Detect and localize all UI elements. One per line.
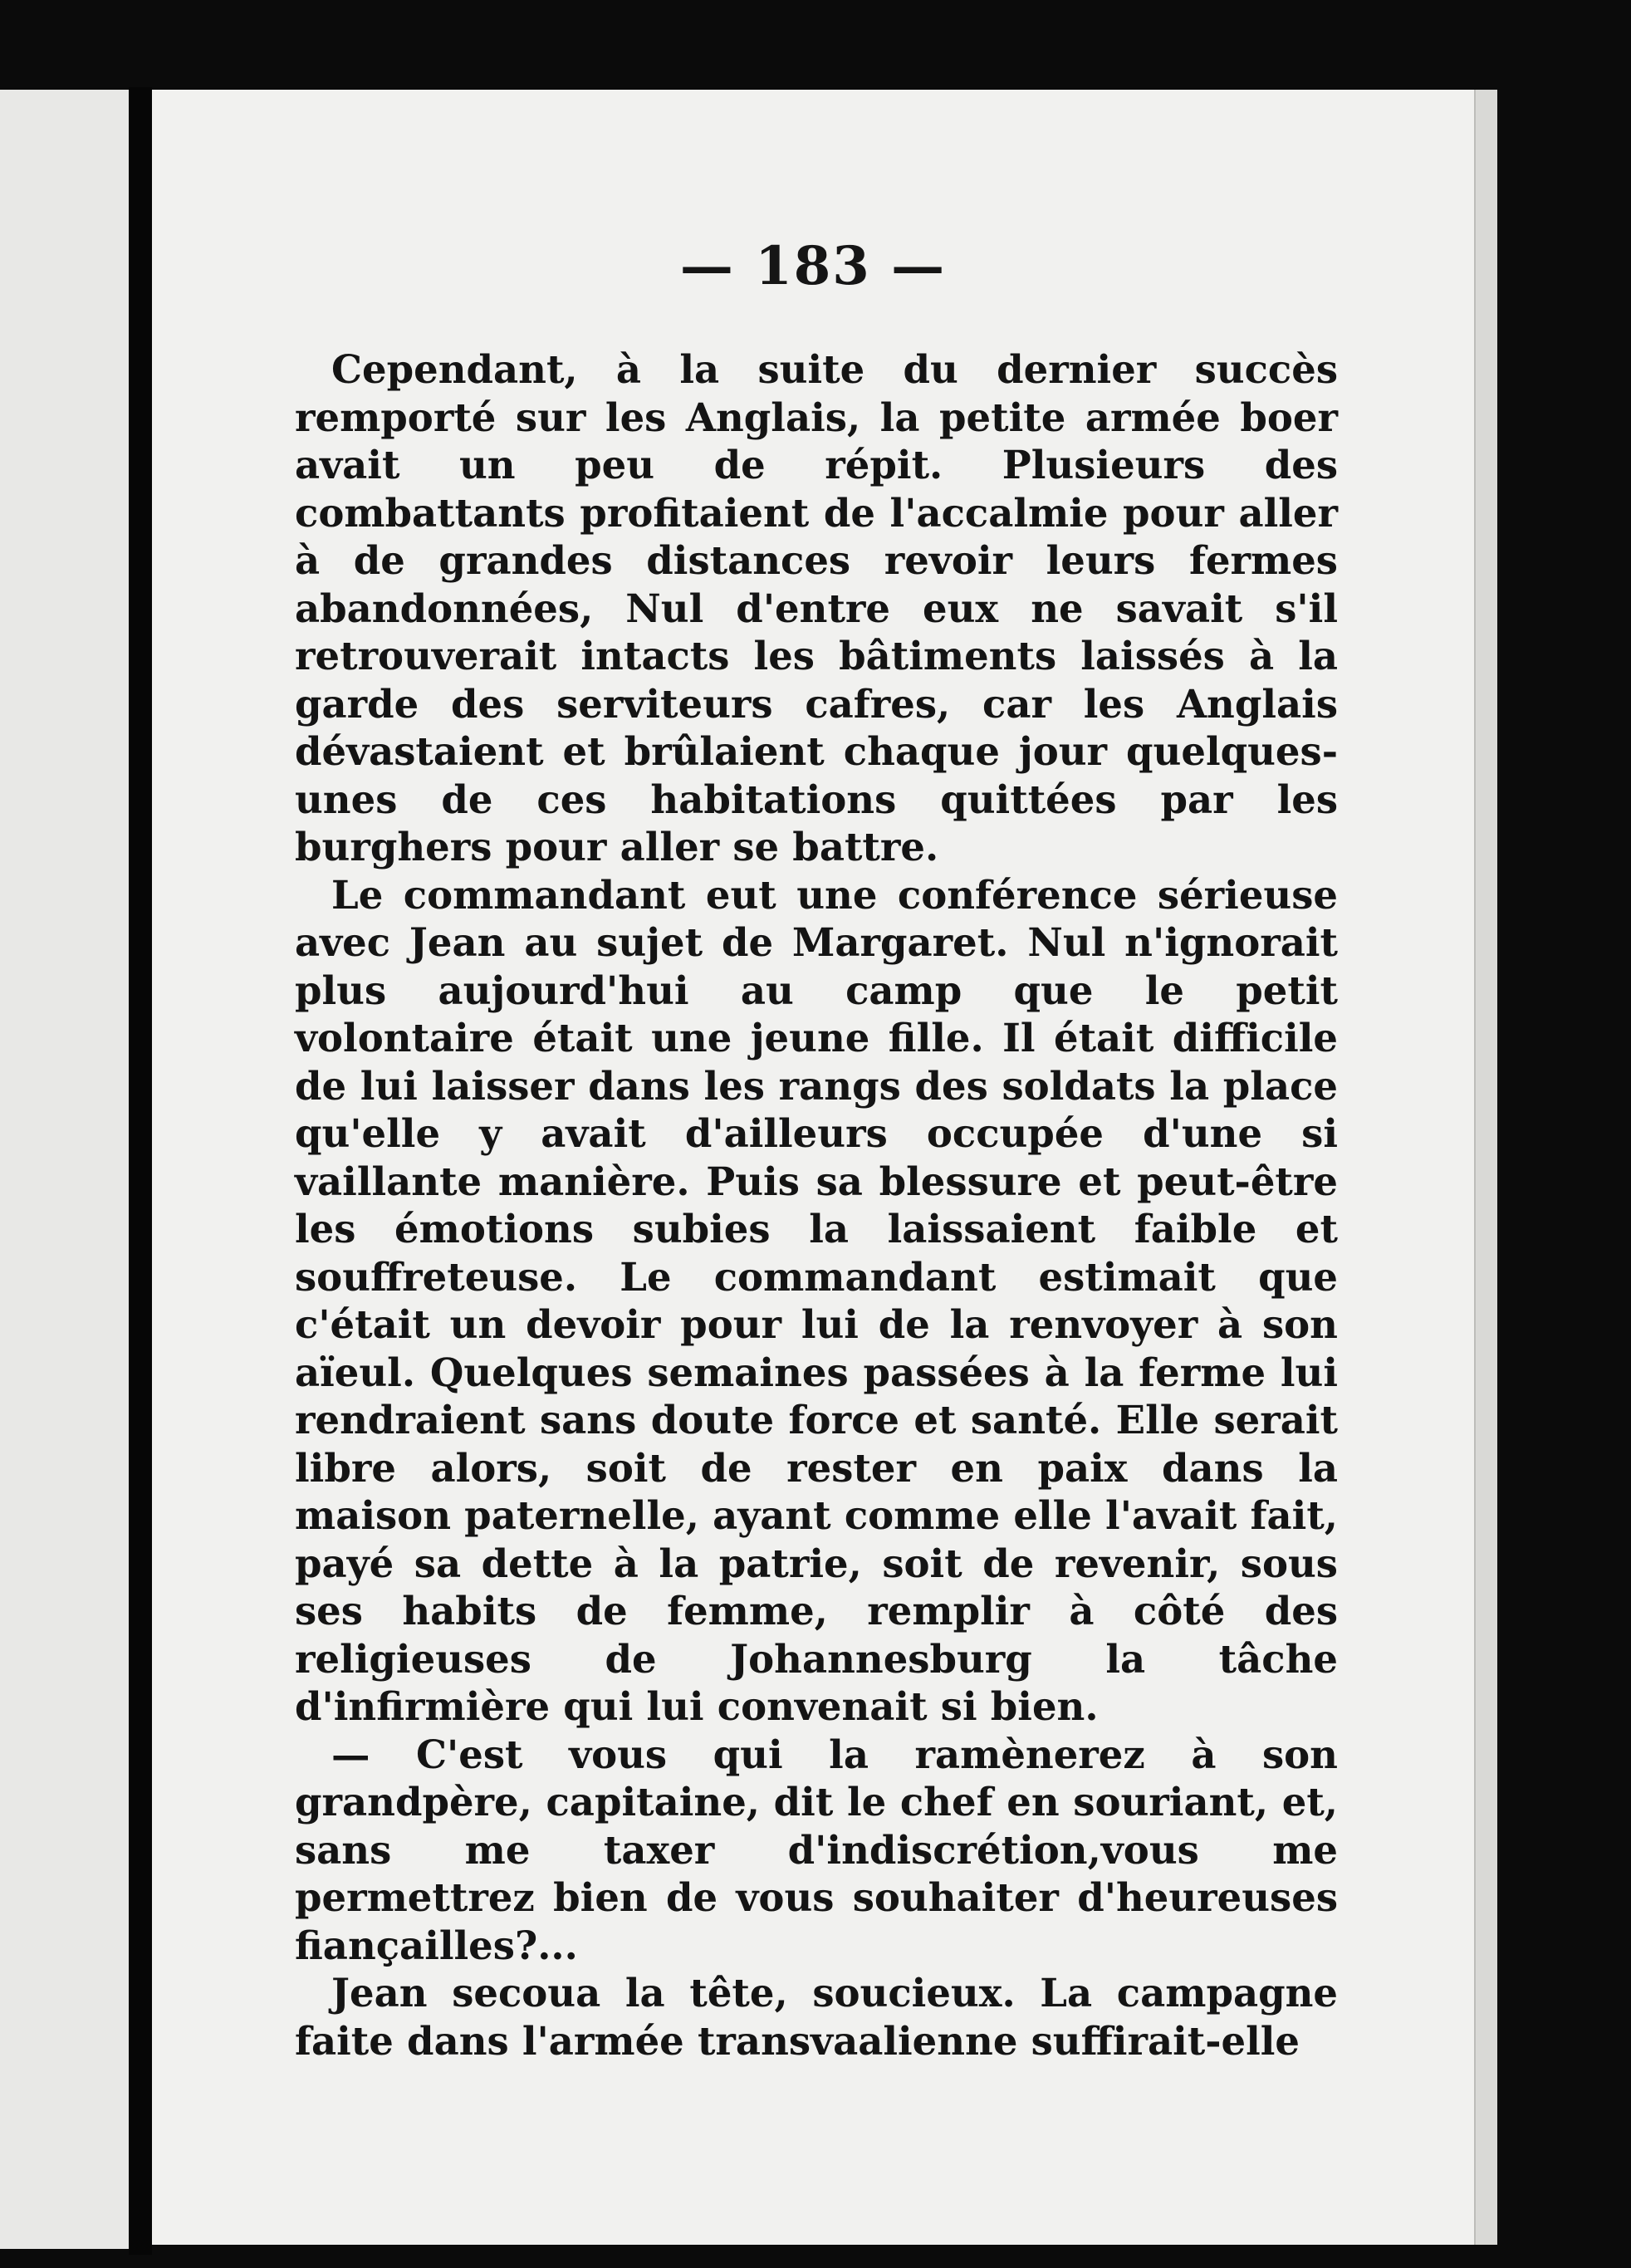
page-body: [295, 345, 1338, 2065]
paragraph-1: Cependant, à la suite du dernier succès remporté sur les Anglais, la petite armée boer avait un peu de répit. Plusieurs des combattants profitaient de l'accalmie pour aller à de grandes distances revoir leurs fermes abandonnées, Nul d'entre eux ne savait s'il retrouverait intacts les bâtiments laissés à la garde des serviteurs cafres, car les Anglais dévastaient et brûlaient chaque jour quelques-unes de ces habitations quittées par les burghers pour aller se battre.: [295, 346, 1338, 869]
right-page-edge: [1474, 90, 1497, 2245]
book-gutter: [129, 87, 152, 2255]
paragraph-2: Le commandant eut une conférence sérieuse avec Jean au sujet de Margaret. Nul n'ignorait plus aujourd'hui au camp que le petit volontaire était une jeune fille. Il était difficile de lui laisser dans les rangs des soldats la place qu'elle y avait d'ailleurs occupée d'une si vaillante manière. Puis sa blessure et peut-être les émotions subies la laissaient faible et souffreteuse. Le commandant estimait que c'était un devoir pour lui de la renvoyer à son aïeul. Quelques semaines passées à la ferme lui rendraient sans doute force et santé. Elle serait libre alors, soit de rester en paix dans la maison paternelle, ayant comme elle l'avait fait, payé sa dette à la patrie, soit de revenir, sous ses habits de femme, remplir à côté des religieuses de Johannesburg la tâche d'infirmière qui lui convenait si bien.: [295, 871, 1338, 1729]
left-page-edge: [0, 90, 129, 2249]
paragraph-3: — C'est vous qui la ramènerez à son grandpère, capitaine, dit le chef en souriant, et, sans me taxer d'indiscrétion,vous me permettrez bien de vous souhaiter d'heureuses fiançailles?...: [295, 1731, 1338, 1968]
book-page: [152, 90, 1474, 2245]
paragraph-4: Jean secoua la tête, soucieux. La campagne faite dans l'armée transvaalienne suffirait-elle: [295, 1970, 1338, 2064]
page-number: — 183 —: [679, 235, 947, 297]
